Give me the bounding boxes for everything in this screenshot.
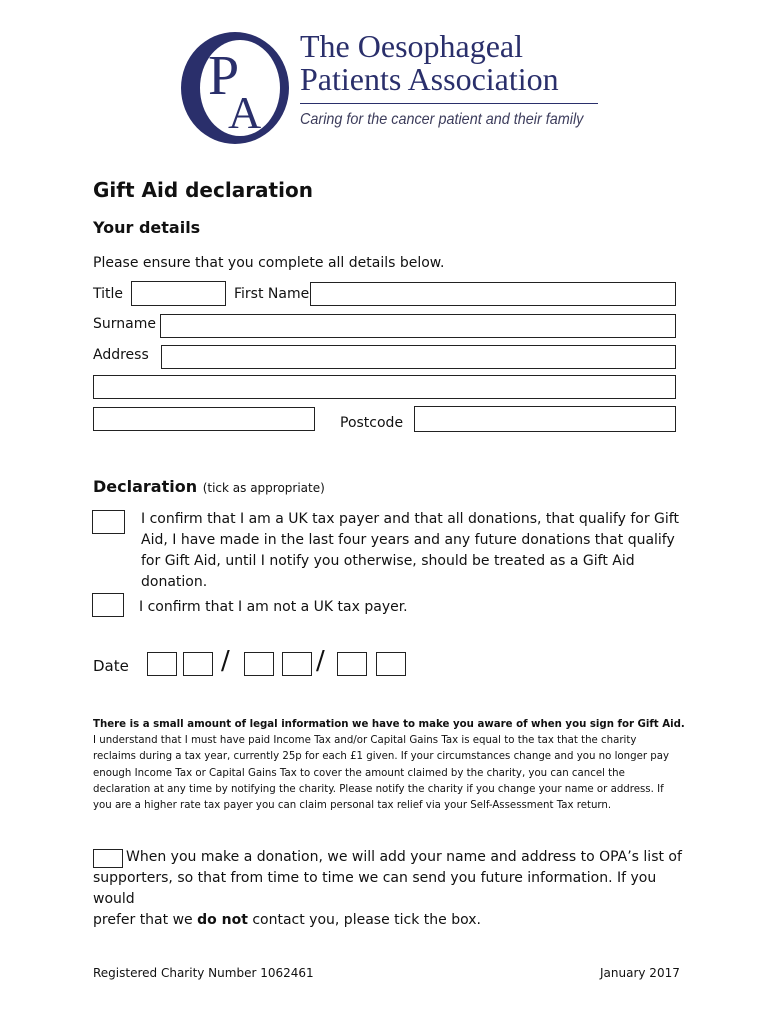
first-name-input[interactable] [310,282,676,306]
details-heading: Your details [93,218,201,237]
legal-line5: you are a higher rate tax payer you can claim personal tax relief via your Self-Assessment Tax return. [93,800,612,812]
uk-taxpayer-statement [141,509,681,593]
date-month-digit2[interactable] [282,652,312,676]
postcode-input[interactable] [414,406,676,432]
date-month-digit1[interactable] [244,652,274,676]
legal-line1: I understand that I must have paid Income Tax and/or Capital Gains Tax is equal to the tax that the charity [93,735,637,747]
address-input-line1[interactable] [161,345,676,369]
date-separator-1: / [221,646,230,676]
declaration-note: (tick as appropriate) [202,481,325,495]
logo-letter-o: P [208,45,240,107]
org-name-line1: The Oesophageal [300,28,524,64]
uk-taxpayer-line2: Aid, I have made in the last four years and any future donations that qualify [141,532,675,548]
footer-date: January 2017 [600,966,680,980]
opt-out-line3-end: contact you, please tick the box. [247,912,481,928]
title-input[interactable] [131,281,226,306]
surname-label: Surname [93,316,156,332]
instructions: Please ensure that you complete all details below. [93,255,445,271]
opt-out-emphasis: do not [197,912,248,928]
date-label: Date [93,657,129,675]
surname-input[interactable] [160,314,676,338]
header-divider [300,103,598,104]
uk-taxpayer-line1: I confirm that I am a UK tax payer and that all donations, that qualify for Gift [141,511,679,527]
opt-out-line3-start: prefer that we [93,912,198,928]
date-year-digit1[interactable] [337,652,367,676]
uk-taxpayer-line4: donation. [141,574,208,590]
logo-letter-a: A [228,87,262,138]
opt-out-line1: When you make a donation, we will add your name and address to OPA’s list of [126,849,682,865]
declaration-heading-text: Declaration [93,477,198,496]
legal-line4: declaration at any time by notifying the charity. Please notify the charity if you change your name or address. If [93,783,664,795]
legal-information [93,717,685,814]
address-label: Address [93,347,149,363]
legal-line3: enough Income Tax or Capital Gains Tax to cover the amount claimed by the charity, you can cancel the [93,767,625,779]
org-name [300,30,559,96]
date-year-digit2[interactable] [376,652,406,676]
uk-taxpayer-checkbox[interactable] [92,510,125,534]
postcode-label: Postcode [340,415,404,431]
uk-taxpayer-line3: for Gift Aid, until I notify you otherwise, should be treated as a Gift Aid [141,553,635,569]
org-name-line2: Patients Association [300,61,559,97]
date-day-digit2[interactable] [183,652,213,676]
address-input-line3[interactable] [93,407,315,431]
legal-heading: There is a small amount of legal information we have to make you aware of when you sign for Gift Aid. [93,719,685,730]
opt-out-line3 [93,910,693,931]
first-name-label: First Name [234,286,310,302]
org-tagline: Caring for the cancer patient and their family [300,111,584,128]
opt-out-statement [93,847,693,931]
date-separator-2: / [316,646,325,676]
date-day-digit1[interactable] [147,652,177,676]
not-taxpayer-checkbox[interactable] [92,593,124,617]
declaration-heading [93,477,325,496]
legal-line2: reclaims during a tax year, currently 25p for each £1 given. If your circumstances change and you no longer pay [93,751,670,763]
page-title: Gift Aid declaration [93,178,313,202]
not-taxpayer-statement: I confirm that I am not a UK tax payer. [139,599,408,615]
charity-number: Registered Charity Number 1062461 [93,966,314,980]
title-label: Title [93,286,124,302]
opt-out-line2: supporters, so that from time to time we can send you future information. If you would [93,870,657,907]
address-input-line2[interactable] [93,375,676,399]
opa-logo [176,28,294,146]
